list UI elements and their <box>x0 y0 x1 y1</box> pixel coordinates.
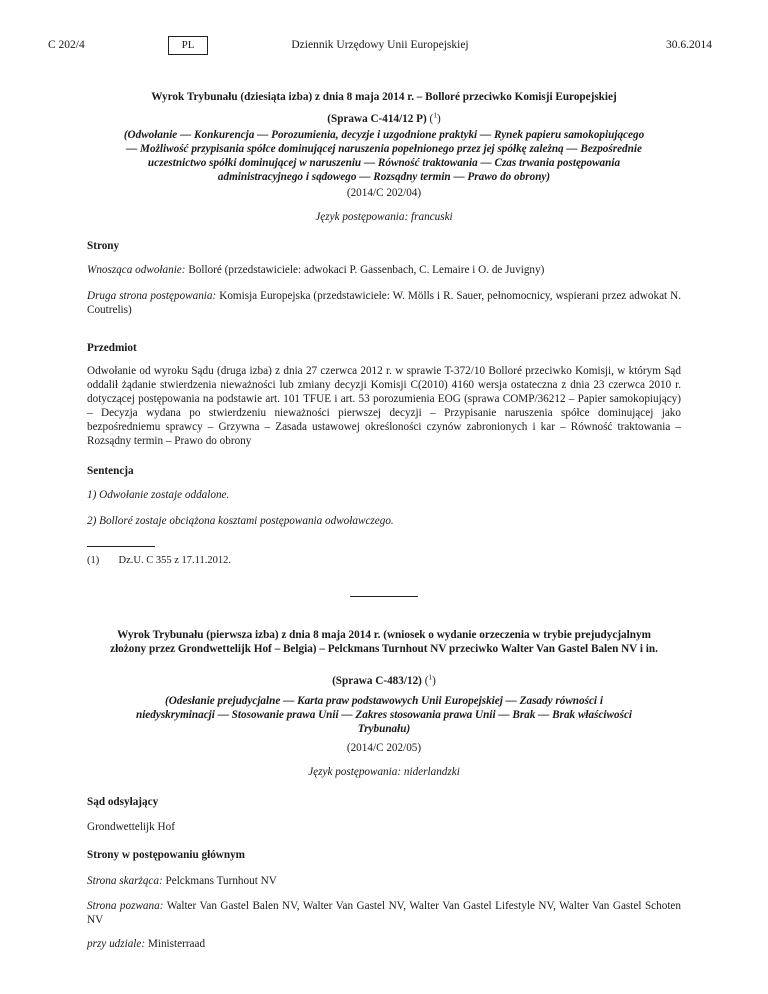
case1-case-ref: (Sprawa C-414/12 P) ($^1$) <box>327 110 441 125</box>
page-reference: C 202/4 <box>48 39 85 51</box>
publication-date: 30.6.2014 <box>666 39 712 51</box>
case2-keywords: (Odesłanie prejudycjalne — Karta praw podstawowych Unii Europejskiej — Zasady równości i niedyskryminacji — Stosowanie prawa Unii — Zakres stosowania prawa Unii — Brak — Brak właściwości Trybunału) <box>135 695 633 735</box>
footnote-marker: 1 <box>428 672 433 682</box>
case2-reference-number: (2014/C 202/05) <box>346 742 422 754</box>
case2-title: Wyrok Trybunału (pierwsza izba) z dnia 8 maja 2014 r. (wniosek o wydanie orzeczenia w trybie prejudycjalnym złożony przez Grondwettelijk Hof – Belgia) – Pelckmans Turnhout NV przeciwko Walter Van Gastel Balen NV i in. <box>110 629 658 655</box>
footnote-divider <box>87 546 155 547</box>
case1-subject-heading: Przedmiot <box>87 342 137 354</box>
language-box: PL <box>168 36 208 55</box>
case2-case-ref: (Sprawa C-483/12) ($^1$) <box>332 672 436 687</box>
case2-court-heading: Sąd odsyłający <box>87 796 159 808</box>
case2-language: Język postępowania: niderlandzki <box>308 766 460 778</box>
case1-other-party: Druga strona postępowania: Komisja Europejska (przedstawiciele: W. Mölls i R. Sauer, pełnomocnicy, wspierani przez adwokat N. Coutrelis) <box>87 290 681 316</box>
case1-keywords: (Odwołanie — Konkurencja — Porozumienia, decyzje i uzgodnione praktyki — Rynek papieru samokopiującego — Możliwość przypisania spółce dominującej naruszenia popełnionego przez jej spółkę zależną — Bezpośrednie uczestnictwo spółki dominującej w naruszeniu — Równość traktowania — Czas trwania postępowania administracyjnego i sądowego — Rozsądny termin — Prawo do obrony) <box>123 129 645 183</box>
case2-parties-heading: Strony w postępowaniu głównym <box>87 849 246 861</box>
case1-appellant: Wnosząca odwołanie: Bolloré (przedstawiciele: adwokaci P. Gassenbach, C. Lemaire i O. de Juvigny) <box>87 264 545 276</box>
journal-title: Dziennik Urzędowy Unii Europejskiej <box>291 39 469 51</box>
case2-intervener: przy udziale: Ministerraad <box>87 938 206 950</box>
case1-title: Wyrok Trybunału (dziesiąta izba) z dnia 8 maja 2014 r. – Bolloré przeciwko Komisji Europejskiej <box>151 91 617 103</box>
case1-parties-heading: Strony <box>87 240 120 252</box>
case2-applicant: Strona skarżąca: Pelckmans Turnhout NV <box>87 875 277 887</box>
section-divider <box>350 596 418 597</box>
case1-operative-item-1: 1) Odwołanie zostaje oddalone. <box>87 489 230 501</box>
case1-operative-heading: Sentencja <box>87 465 134 477</box>
footnote-marker: 1 <box>433 110 437 120</box>
page-header <box>48 36 712 56</box>
case1-subject-text: Odwołanie od wyroku Sądu (druga izba) z dnia 27 czerwca 2012 r. w sprawie T-372/10 Bolloré przeciwko Komisji, w którym Sąd oddalił żądanie stwierdzenia nieważności lub zmiany decyzji Komisji C(2010) 4160 wersja ostateczna z dnia 23 czerwca 2010 r. dotyczącej postępowania na podstawie art. 101 TFUE i art. 53 porozumienia EOG (sprawa COMP/36212 – Papier samokopiujący) – Decyzja wydana po stwierdzeniu nieważności pierwszej decyzji – Przypisanie naruszenia spółce dominującej jako bezpośredniemu sprawcy – Grzywna – Zasada ustawowej określoności czynów zabronionych i kar – Równość traktowania – Rozsądny termin – Prawo do obrony <box>87 365 681 447</box>
case1-operative-item-2: 2) Bolloré zostaje obciążona kosztami postępowania odwoławczego. <box>87 515 394 527</box>
case1-reference-number: (2014/C 202/04) <box>346 187 422 199</box>
case1-language: Język postępowania: francuski <box>315 211 453 223</box>
case2-defendant: Strona pozwana: Walter Van Gastel Balen NV, Walter Van Gastel NV, Walter Van Gastel Lifestyle NV, Walter Van Gastel Schoten NV <box>87 900 681 926</box>
case1-footnote: (1) Dz.U. C 355 z 17.11.2012. <box>87 555 231 566</box>
case2-court-text: Grondwettelijk Hof <box>87 821 175 833</box>
